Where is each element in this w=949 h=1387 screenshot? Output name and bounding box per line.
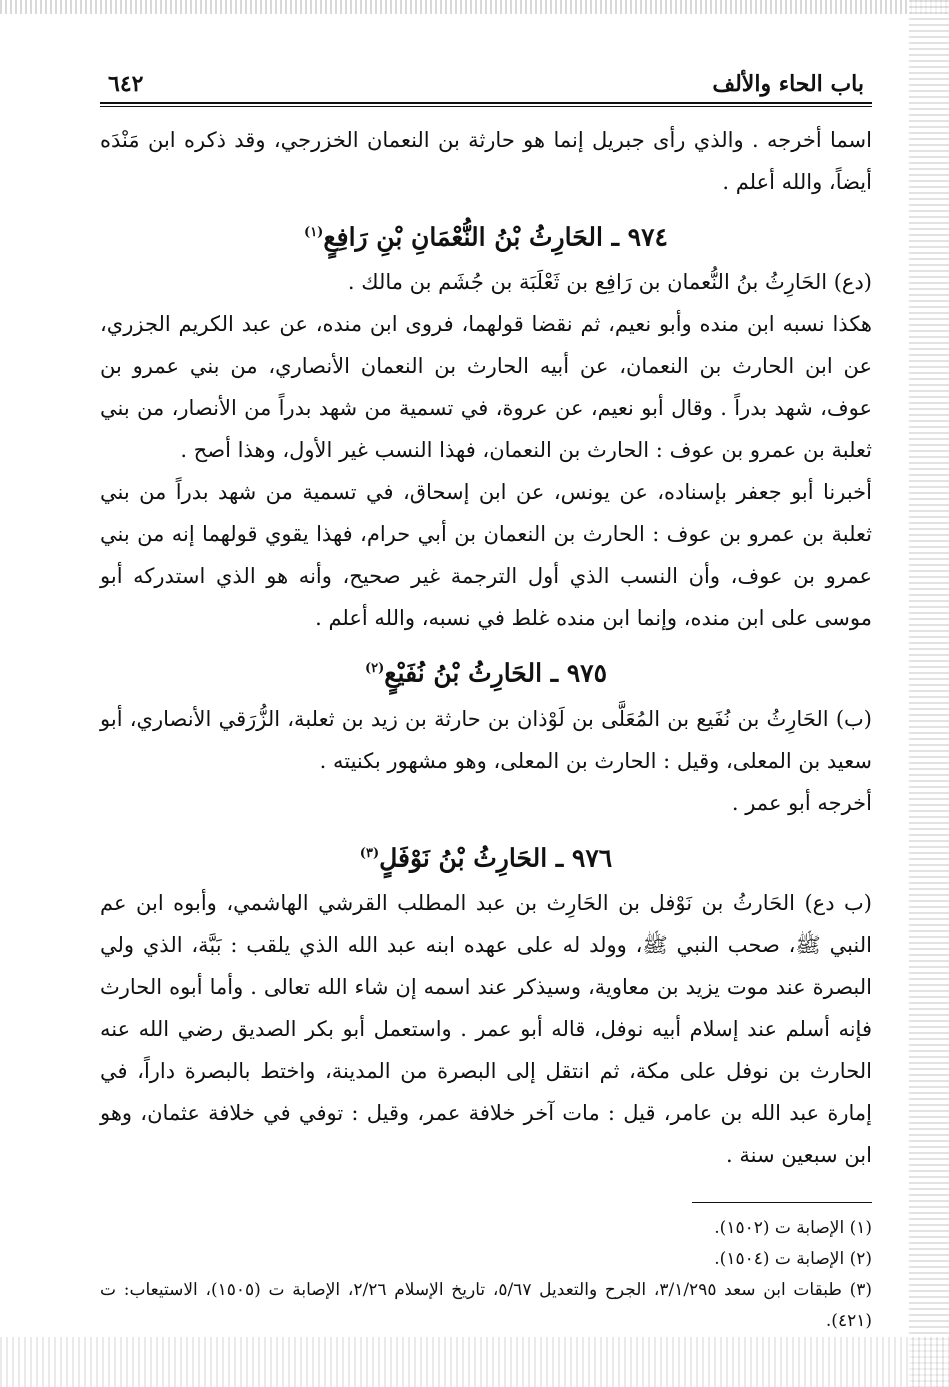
page-border-bottom [0, 1337, 949, 1387]
footnote-1: (١) الإصابة ت (١٥٠٢). [714, 1217, 872, 1238]
entry-title-974 [100, 209, 872, 261]
header-rule [100, 106, 872, 107]
footnote-3: (٣) طبقات ابن سعد ٣/١/٢٩٥، الجرح والتعديل ٥/٦٧، تاريخ الإسلام ٢/٢٦، الإصابة ت (١٥٠٥)، الاستيعاب: ت (٤٢١). [100, 1279, 872, 1331]
footnote-2: (٢) الإصابة ت (١٥٠٤). [714, 1248, 872, 1269]
entry-paragraph: (ب دع) الحَارثُ بن نَوْفل بن الحَارِث بن عبد المطلب القرشي الهاشمي، وأبوه ابن عم النبي ﷺ، صحب النبي ﷺ، وولد له على عهده ابنه عبد الله الذي يلقب : بَبَّة، الذي ولي البصرة عند موت يزيد بن معاوية، وسيذكر عند اسمه إن شاء الله تعالى . وأما أبوه الحارث فإنه أسلم عند إسلام أبيه نوفل، قاله أبو عمر . واستعمل أبو بكر الصديق رضي الله عنه الحارث بن نوفل على مكة، ثم انتقل إلى البصرة من المدينة، واختط بالبصرة داراً، في إمارة عبد الله بن عامر، قيل : مات آخر خلافة عمر، وقيل : توفي في خلافة عثمان، وهو ابن سبعين سنة . [100, 890, 872, 1167]
footnote-ref: (٢) [364, 661, 385, 677]
entry-title-975 [100, 645, 872, 697]
entry-title-976 [100, 830, 872, 882]
entry-paragraph: (دع) الحَارِثُ بنُ النُّعمان بن رَافِع بن ثَعْلَبَة بن جُشَم بن مالك . [347, 270, 872, 295]
page-border-right [909, 0, 949, 1387]
entry-paragraph: (ب) الحَارِثُ بن نُفَيع بن المُعَلَّى بن لَوْذان بن حارثة بن زيد بن ثعلبة، الزُّرَقي الأنصاري، أبو سعيد بن المعلى، وقيل : الحارث بن المعلى، وهو مشهور بكنيته . [100, 706, 872, 773]
page-border-top [0, 0, 949, 14]
entry-paragraph: هكذا نسبه ابن منده وأبو نعيم، ثم نقضا قولهما، فروى ابن منده، عن عبد الكريم الجزري، عن ابن الحارث بن النعمان، عن أبيه الحارث بن النعمان الأنصاري، من بني عمرو بن عوف، شهد بدراً . وقال أبو نعيم، عن عروة، في تسمية من شهد بدراً من الأنصار، من بني ثعلبة بن عمرو بن عوف : الحارث بن النعمان، فهذا النسب غير الأول، وهذا أصح . [100, 312, 872, 463]
running-header [100, 70, 872, 104]
entry-heading: ٩٧٦ ـ الحَارِثُ بْنُ نَوْفَلٍ [379, 842, 613, 872]
footnote-separator [692, 1202, 872, 1203]
entry-heading: ٩٧٥ ـ الحَارِثُ بْنُ نُفَيْعٍ [384, 658, 608, 688]
entry-paragraph: أخرجه أبو عمر . [731, 790, 872, 815]
footnote-ref: (٣) [359, 845, 380, 861]
intro-paragraph: اسما أخرجه . والذي رأى جبريل إنما هو حارثة بن النعمان الخزرجي، وقد ذكره ابن مَنْدَه أيضاً، والله أعلم . [100, 128, 872, 194]
chapter-title: باب الحاء والألف [712, 71, 864, 97]
book-page [100, 70, 872, 1337]
entry-heading: ٩٧٤ ـ الحَارِثُ بْنُ النُّعْمَانِ بْنِ رَافِعٍ [323, 222, 668, 252]
entry-paragraph: أخبرنا أبو جعفر بإسناده، عن يونس، عن ابن إسحاق، في تسمية من شهد بدراً من بني ثعلبة بن عمرو بن عوف : الحارث بن النعمان بن أبي حرام، فهذا يقوي قولهما إنه من بني عمرو بن عوف، وأن النسب الذي أول الترجمة غير صحيح، وأنه هو الذي استدركه أبو موسى على ابن منده، وإنما ابن منده غلط في نسبه، والله أعلم . [100, 480, 872, 631]
footnote-ref: (١) [304, 225, 324, 240]
page-number: ٦٤٢ [108, 71, 144, 97]
